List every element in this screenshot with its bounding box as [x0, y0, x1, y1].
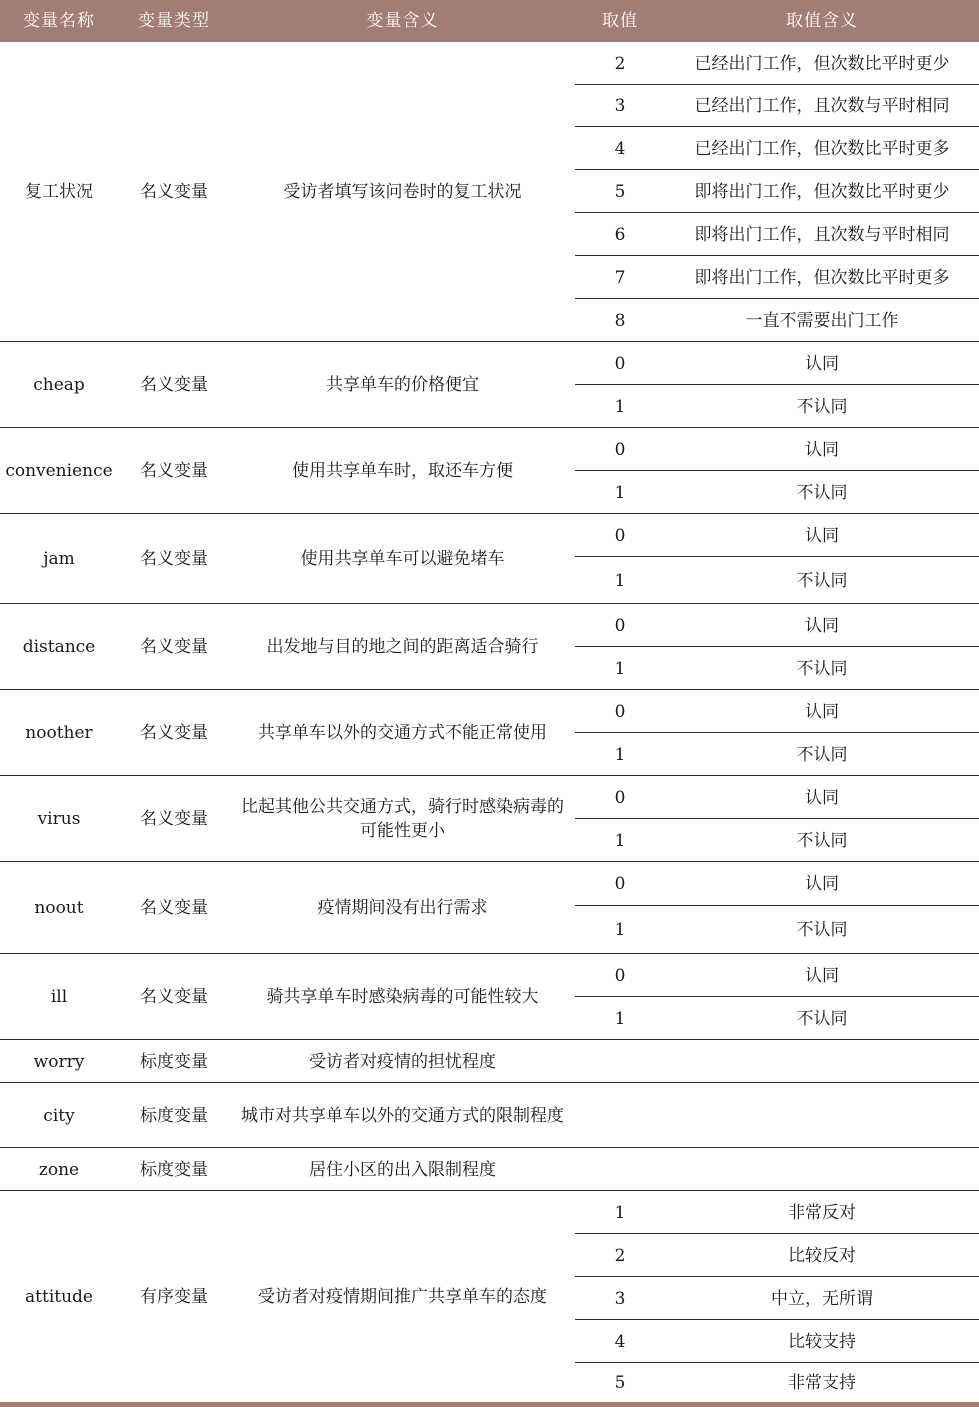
variable-meaning-cell: 使用共享单车时，取还车方便 — [292, 461, 513, 481]
value-cell: 2 — [614, 1245, 626, 1266]
option-divider — [575, 996, 979, 997]
variable-meaning-cell: 受访者填写该问卷时的复工状况 — [283, 182, 522, 202]
value-cell: 1 — [614, 920, 626, 940]
value-cell: 0 — [614, 701, 626, 722]
variable-type-cell: 名义变量 — [140, 461, 208, 481]
variable-meaning-cell: 比起其他公共交通方式，骑行时感染病毒的可能性更小 — [241, 797, 564, 841]
option-divider — [575, 1276, 979, 1277]
value-cell: 1 — [614, 658, 626, 679]
option-divider — [575, 298, 979, 299]
value-cell: 5 — [614, 1372, 626, 1393]
variable-type-cell: 名义变量 — [140, 898, 208, 918]
value-meaning-cell: 认同 — [805, 787, 839, 808]
variable-type-cell: 名义变量 — [140, 375, 208, 395]
variable-meaning-cell: 居住小区的出入限制程度 — [309, 1159, 496, 1180]
value-cell: 3 — [614, 1288, 626, 1309]
variable-meaning-cell: 城市对共享单车以外的交通方式的限制程度 — [241, 1105, 564, 1126]
option-divider — [575, 905, 979, 906]
variable-name-cell: city — [43, 1105, 75, 1126]
variable-name-cell: distance — [22, 637, 96, 657]
variable-meaning-cell: 共享单车的价格便宜 — [326, 375, 479, 395]
variable-type-cell: 标度变量 — [140, 1051, 208, 1072]
value-meaning-cell: 不认同 — [796, 570, 848, 591]
value-cell: 7 — [614, 267, 626, 288]
variable-meaning-cell: 共享单车以外的交通方式不能正常使用 — [258, 723, 547, 743]
value-meaning-cell: 已经出门工作，但次数比平时更少 — [694, 53, 950, 74]
value-cell: 1 — [614, 1202, 626, 1223]
value-meaning-cell: 不认同 — [796, 482, 848, 503]
option-divider — [575, 84, 979, 85]
value-meaning-cell: 认同 — [805, 701, 839, 722]
variable-type-cell: 标度变量 — [140, 1159, 208, 1180]
variable-type-cell: 有序变量 — [140, 1286, 208, 1307]
value-meaning-cell: 一直不需要出门工作 — [745, 310, 899, 331]
option-divider — [575, 212, 979, 213]
header-value: 取值 — [602, 11, 638, 31]
variable-meaning-cell: 使用共享单车可以避免堵车 — [300, 549, 505, 569]
value-cell: 1 — [614, 830, 626, 851]
option-divider — [575, 470, 979, 471]
value-meaning-cell: 不认同 — [796, 830, 848, 851]
value-meaning-cell: 中立，无所谓 — [771, 1288, 873, 1309]
variable-type-cell: 名义变量 — [140, 723, 208, 743]
value-cell: 0 — [614, 615, 626, 636]
value-meaning-cell: 即将出门工作，且次数与平时相同 — [694, 224, 950, 245]
variable-type-cell: 名义变量 — [140, 182, 208, 202]
option-divider — [575, 556, 979, 557]
value-cell: 0 — [614, 353, 626, 374]
variable-type-cell: 标度变量 — [140, 1105, 208, 1126]
value-cell: 6 — [614, 224, 626, 245]
option-divider — [575, 169, 979, 170]
variable-name-cell: cheap — [33, 375, 85, 395]
value-meaning-cell: 认同 — [805, 965, 839, 986]
value-meaning-cell: 不认同 — [796, 396, 848, 417]
option-divider — [575, 1362, 979, 1363]
value-meaning-cell: 即将出门工作，但次数比平时更多 — [694, 267, 950, 288]
value-meaning-cell: 认同 — [805, 615, 839, 636]
value-cell: 3 — [614, 96, 626, 116]
variable-type-cell: 名义变量 — [140, 987, 208, 1007]
value-meaning-cell: 不认同 — [796, 744, 848, 765]
variable-meaning-cell: 受访者对疫情期间推广共享单车的态度 — [258, 1286, 547, 1307]
option-divider — [575, 818, 979, 819]
value-meaning-cell: 认同 — [805, 353, 839, 374]
variable-name-cell: jam — [43, 549, 75, 569]
option-divider — [575, 384, 979, 385]
value-meaning-cell: 认同 — [805, 439, 839, 460]
option-divider — [575, 255, 979, 256]
variable-name-cell: virus — [37, 809, 81, 829]
value-meaning-cell: 比较支持 — [788, 1331, 856, 1352]
value-cell: 0 — [614, 525, 626, 546]
variable-meaning-cell: 受访者对疫情的担忧程度 — [309, 1051, 496, 1072]
variable-name-cell: worry — [33, 1051, 85, 1072]
variable-name-cell: 复工状况 — [25, 182, 93, 202]
variable-type-cell: 名义变量 — [140, 549, 208, 569]
variable-meaning-cell: 骑共享单车时感染病毒的可能性较大 — [266, 987, 539, 1007]
header-variable-meaning: 变量含义 — [366, 11, 439, 31]
variable-type-cell: 名义变量 — [140, 637, 208, 657]
option-divider — [575, 1233, 979, 1234]
table-bottom-rule — [0, 1402, 979, 1407]
value-cell: 2 — [614, 53, 626, 74]
option-divider — [575, 732, 979, 733]
value-meaning-cell: 认同 — [805, 525, 839, 546]
option-divider — [575, 126, 979, 127]
variable-name-cell: noother — [25, 723, 93, 743]
value-cell: 1 — [614, 570, 626, 591]
value-meaning-cell: 已经出门工作，但次数比平时更多 — [694, 138, 950, 159]
value-cell: 1 — [614, 744, 626, 765]
header-variable-type: 变量类型 — [138, 11, 210, 31]
value-cell: 4 — [614, 1331, 626, 1352]
variable-meaning-cell: 疫情期间没有出行需求 — [317, 898, 488, 918]
value-cell: 0 — [614, 439, 626, 460]
option-divider — [575, 646, 979, 647]
value-cell: 0 — [614, 965, 626, 986]
value-meaning-cell: 已经出门工作，且次数与平时相同 — [694, 96, 950, 116]
variable-type-cell: 名义变量 — [140, 809, 208, 829]
variable-name-cell: noout — [34, 898, 84, 918]
value-cell: 0 — [614, 787, 626, 808]
value-meaning-cell: 不认同 — [796, 920, 848, 940]
value-meaning-cell: 即将出门工作，但次数比平时更少 — [694, 181, 950, 202]
value-meaning-cell: 不认同 — [796, 658, 848, 679]
table-header — [0, 0, 979, 42]
value-cell: 8 — [614, 310, 626, 331]
value-meaning-cell: 比较反对 — [788, 1245, 856, 1266]
variable-name-cell: attitude — [25, 1286, 93, 1307]
header-value-meaning: 取值含义 — [786, 11, 858, 31]
value-cell: 1 — [614, 396, 626, 417]
variable-meaning-cell: 出发地与目的地之间的距离适合骑行 — [266, 637, 539, 657]
value-meaning-cell: 认同 — [805, 874, 839, 894]
option-divider — [575, 1319, 979, 1320]
value-meaning-cell: 不认同 — [796, 1008, 848, 1029]
value-cell: 1 — [614, 1008, 626, 1029]
variable-name-cell: convenience — [5, 461, 113, 481]
value-cell: 5 — [614, 181, 626, 202]
value-meaning-cell: 非常反对 — [788, 1202, 856, 1223]
header-variable-name: 变量名称 — [23, 11, 95, 31]
value-cell: 0 — [614, 874, 626, 894]
variable-name-cell: ill — [50, 987, 68, 1007]
value-meaning-cell: 非常支持 — [788, 1372, 856, 1393]
value-cell: 4 — [614, 138, 626, 159]
variable-name-cell: zone — [38, 1159, 80, 1180]
value-cell: 1 — [614, 482, 626, 503]
